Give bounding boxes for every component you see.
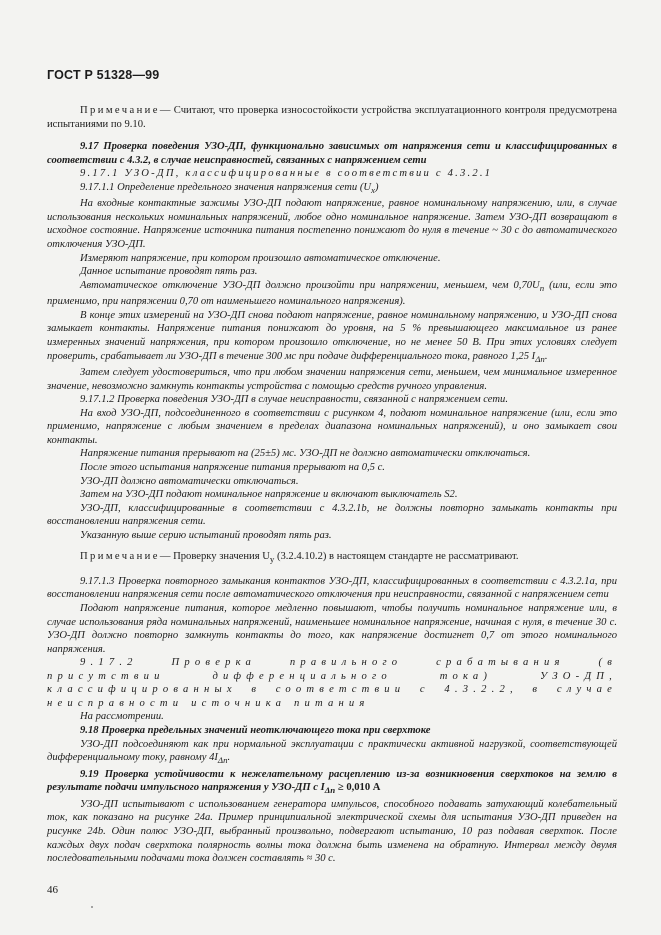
scan-speck [91, 906, 93, 908]
note-paragraph: Примечание— Проверку значения $U_y$ (3.2.4.10.2) в настоящем стандарте не рассматривают. [80, 551, 519, 565]
section-heading-9-17: 9.17 Проверка поведения УЗО-ДП, функционально зависимых от напряжения сети и классифицированных в соответствии с 4.3.2, в случае неисправностей, связанных с напряжением сети [47, 141, 617, 166]
section-heading-9-19: 9.19 Проверка устойчивости к нежелательному расцеплению из-за возникновения сверхтоков на землю в результате подачи импульсного напряжения у УЗО-ДП с $I_{\Delta n} \ge 0,010$ А [47, 768, 617, 796]
paragraph: УЗО-ДП подсоединяют как при нормальной эксплуатации с практически активной нагрузкой, соответствующей дифференциальному току, равному $4I_{\Delta n}$. [47, 738, 617, 766]
subsection-heading-9-17-1: 9.17.1 УЗО-ДП, классифицированные в соответствии с 4.3.2.1 [80, 168, 493, 180]
note-text: — Считают, что проверка износостойкости устройства эксплуатационного контроля предусмотрена испытаниями по 9.10. [47, 105, 617, 130]
paragraph: Данное испытание проводят пять раз. [80, 266, 258, 278]
paragraph: На входные контактные зажимы УЗО-ДП подают напряжение, равное номинальному напряжению, или, в случае использования нескольких номинальных напряжений, любое одно номинальное напряжение. Затем УЗО-ДП возвращают в исходное состояние. Напряжение источника питания постепенно понижают до нуля в течение ~ 30 с до автоматического отключения УЗО-ДП. [47, 198, 617, 251]
note-paragraph [47, 104, 617, 131]
paragraph: Измеряют напряжение, при котором произошло автоматическое отключение. [80, 252, 441, 264]
paragraph: В конце этих измерений на УЗО-ДП снова подают напряжение, равное номинальному напряжению, и УЗО-ДП снова замыкает контакты. Напряжение питания понижают до уровня, на 5 % превышающего максимальное из ранее измеренных значений напряжения, при котором произошло отключение, но не менее 50 В. При этих условиях следует проверить, срабатывает ли УЗО-ДП в течение 300 мс при подаче дифференциального тока, равного 1,25 $I_{\Delta n}$. [47, 309, 617, 364]
section-heading-9-18: 9.18 Проверка предельных значений неотключающего тока при сверхтоке [80, 724, 431, 736]
paragraph: УЗО-ДП должно автоматически отключаться. [80, 475, 299, 487]
subsection-heading-9-17-1-2: 9.17.1.2 Проверка поведения УЗО-ДП в случае неисправности, связанной с напряжением сети. [80, 394, 508, 406]
paragraph: На вход УЗО-ДП, подсоединенного в соответствии с рисунком 4, подают номинальное напряжение (или, если это применимо, напряжение с любым значением в пределах диапазона номинальных напряжений), и оно замыкает свои контакты. [47, 407, 617, 446]
page-header: ГОСТ Р 51328—99 [47, 68, 160, 82]
note-label: Примечание [80, 105, 160, 116]
paragraph: Автоматическое отключение УЗО-ДП должно произойти при напряжении, меньшем, чем $0,70U_n$ (или, если это применимо, при напряжении 0,70 от наименьшего номинального напряжения). [47, 279, 618, 308]
paragraph: УЗО-ДП, классифицированные в соответствии с 4.3.2.1b, не должны повторно замыкать контакты при восстановлении напряжения сети. [47, 502, 617, 528]
note-label: Примечание [80, 551, 160, 563]
page-number: 46 [47, 884, 58, 896]
subsection-heading-9-17-1-3: 9.17.1.3 Проверка повторного замыкания контактов УЗО-ДП, классифицированных в соответствии с 4.3.2.1a, при восстановлении напряжения сети после автоматического отключения при неисправности, связанной с напряжением сети [47, 575, 617, 601]
paragraph: Напряжение питания прерывают на (25±5) мс. УЗО-ДП не должно автоматически отключаться. [80, 448, 531, 460]
paragraph: На рассмотрении. [80, 711, 164, 723]
document-body [47, 98, 617, 866]
paragraph: Подают напряжение питания, которое медленно повышают, чтобы получить номинальное напряжение или, в случае использования ряда номинальных напряжений, наименьшее номинальное напряжение, начиная с нуля, в течение 30 с. УЗО-ДП должно повторно замкнуть контакты до того, как напряжение достигнет 0,7 от этого номинального напряжения. [47, 603, 617, 655]
paragraph: После этого испытания напряжение питания прерывают на 0,5 с. [80, 462, 385, 473]
paragraph: Затем на УЗО-ДП подают номинальное напряжение и включают выключатель S2. [80, 489, 458, 501]
subsection-heading-9-17-1-1: 9.17.1.1 Определение предельного значения напряжения сети $(U_x)$ [80, 181, 379, 195]
subsection-heading-9-17-2: 9.17.2 Проверка правильного срабатывания (в присутствии дифференциального тока) УЗО-ДП, классифицированных в соответствии с 4.3.2.2, в случае неисправности источника питания [47, 657, 617, 709]
paragraph: Указанную выше серию испытаний проводят пять раз. [80, 529, 332, 541]
paragraph: Затем следует удостовериться, что при любом значении напряжения сети, меньшем, чем минимальное измеренное значение, невозможно замкнуть контакты устройства с помощью средств ручного управления. [47, 367, 617, 392]
paragraph: УЗО-ДП испытывают с использованием генератора импульсов, способного подавать затухающий колебательный ток, как показано на рисунке 24a. Пример принципиальной электрической схемы для испытания УЗО-ДП приведен на рисунке 24b. Один полюс УЗО-ДП, выбранный произвольно, подвергают испытанию, 10 раз подавая сверхток. После каждых двух подач сверхтока полярность волны тока должна быть изменена на обратную. Интервал между двумя последовательными подачами тока должен составлять ≈ 30 с. [47, 798, 617, 865]
